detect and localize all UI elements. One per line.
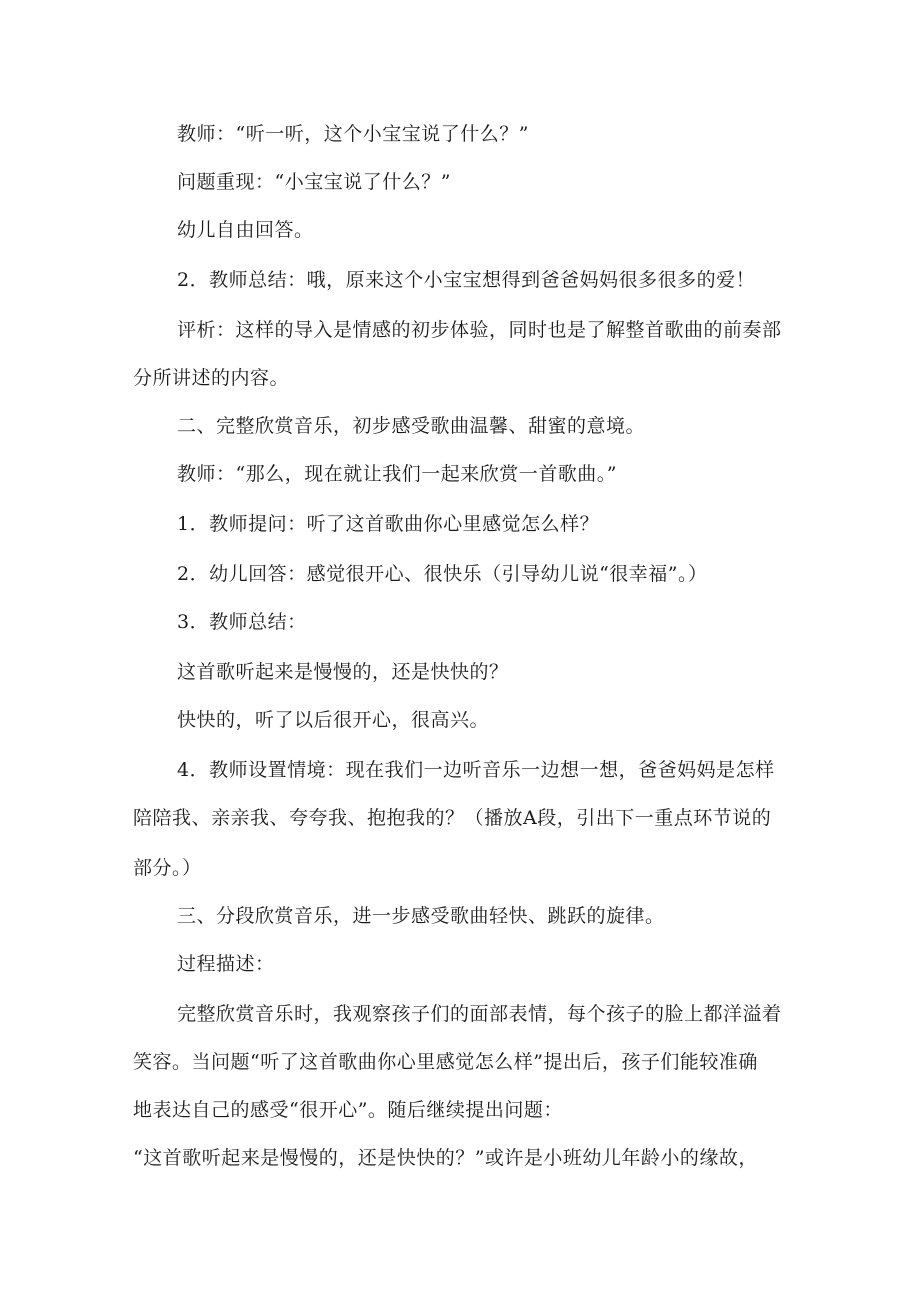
paragraph-line: 教师：“那么，现在就让我们一起来欣赏一首歌曲。” bbox=[177, 463, 617, 485]
paragraph-line: 这首歌听起来是慢慢的，还是快快的？ bbox=[177, 661, 509, 683]
paragraph-line: 笑容。当问题“听了这首歌曲你心里感觉怎么样”提出后，孩子们能较准确 bbox=[133, 1051, 758, 1073]
paragraph-line: 完整欣赏音乐时，我观察孩子们的面部表情，每个孩子的脸上都洋溢着 bbox=[177, 1003, 782, 1025]
paragraph-line: 教师：“听一听，这个小宝宝说了什么？” bbox=[177, 123, 529, 145]
paragraph-line: 快快的，听了以后很开心，很高兴。 bbox=[177, 709, 490, 731]
paragraph-line: 分所讲述的内容。 bbox=[133, 367, 290, 389]
paragraph-line: 3．教师总结： bbox=[177, 611, 307, 633]
paragraph-line: 问题重现：“小宝宝说了什么？” bbox=[177, 171, 451, 193]
paragraph-line: 2．幼儿回答：感觉很开心、很快乐（引导幼儿说“很幸福”。） bbox=[177, 563, 708, 585]
paragraph-line: 2．教师总结：哦，原来这个小宝宝想得到爸爸妈妈很多很多的爱！ bbox=[177, 269, 756, 291]
paragraph-line: 1．教师提问：听了这首歌曲你心里感觉怎么样？ bbox=[177, 513, 600, 535]
section-heading: 二、完整欣赏音乐，初步感受歌曲温馨、甜蜜的意境。 bbox=[177, 415, 646, 437]
paragraph-line: 评析：这样的导入是情感的初步体验，同时也是了解整首歌曲的前奏部 bbox=[177, 319, 782, 341]
paragraph-line: 过程描述： bbox=[177, 953, 275, 975]
paragraph-line: 陪陪我、亲亲我、夸夸我、抱抱我的？（播放A段，引出下一重点环节说的 bbox=[133, 807, 772, 829]
paragraph-line: 部分。） bbox=[133, 857, 202, 879]
section-heading: 三、分段欣赏音乐，进一步感受歌曲轻快、跳跃的旋律。 bbox=[177, 905, 665, 927]
paragraph-line: 4．教师设置情境：现在我们一边听音乐一边想一想，爸爸妈妈是怎样 bbox=[177, 759, 775, 781]
paragraph-line: 幼儿自由回答。 bbox=[177, 219, 314, 241]
paragraph-line: 地表达自己的感受“很开心”。随后继续提出问题： bbox=[133, 1099, 563, 1121]
paragraph-line: “这首歌听起来是慢慢的，还是快快的？”或许是小班幼儿年龄小的缘故， bbox=[133, 1147, 758, 1169]
